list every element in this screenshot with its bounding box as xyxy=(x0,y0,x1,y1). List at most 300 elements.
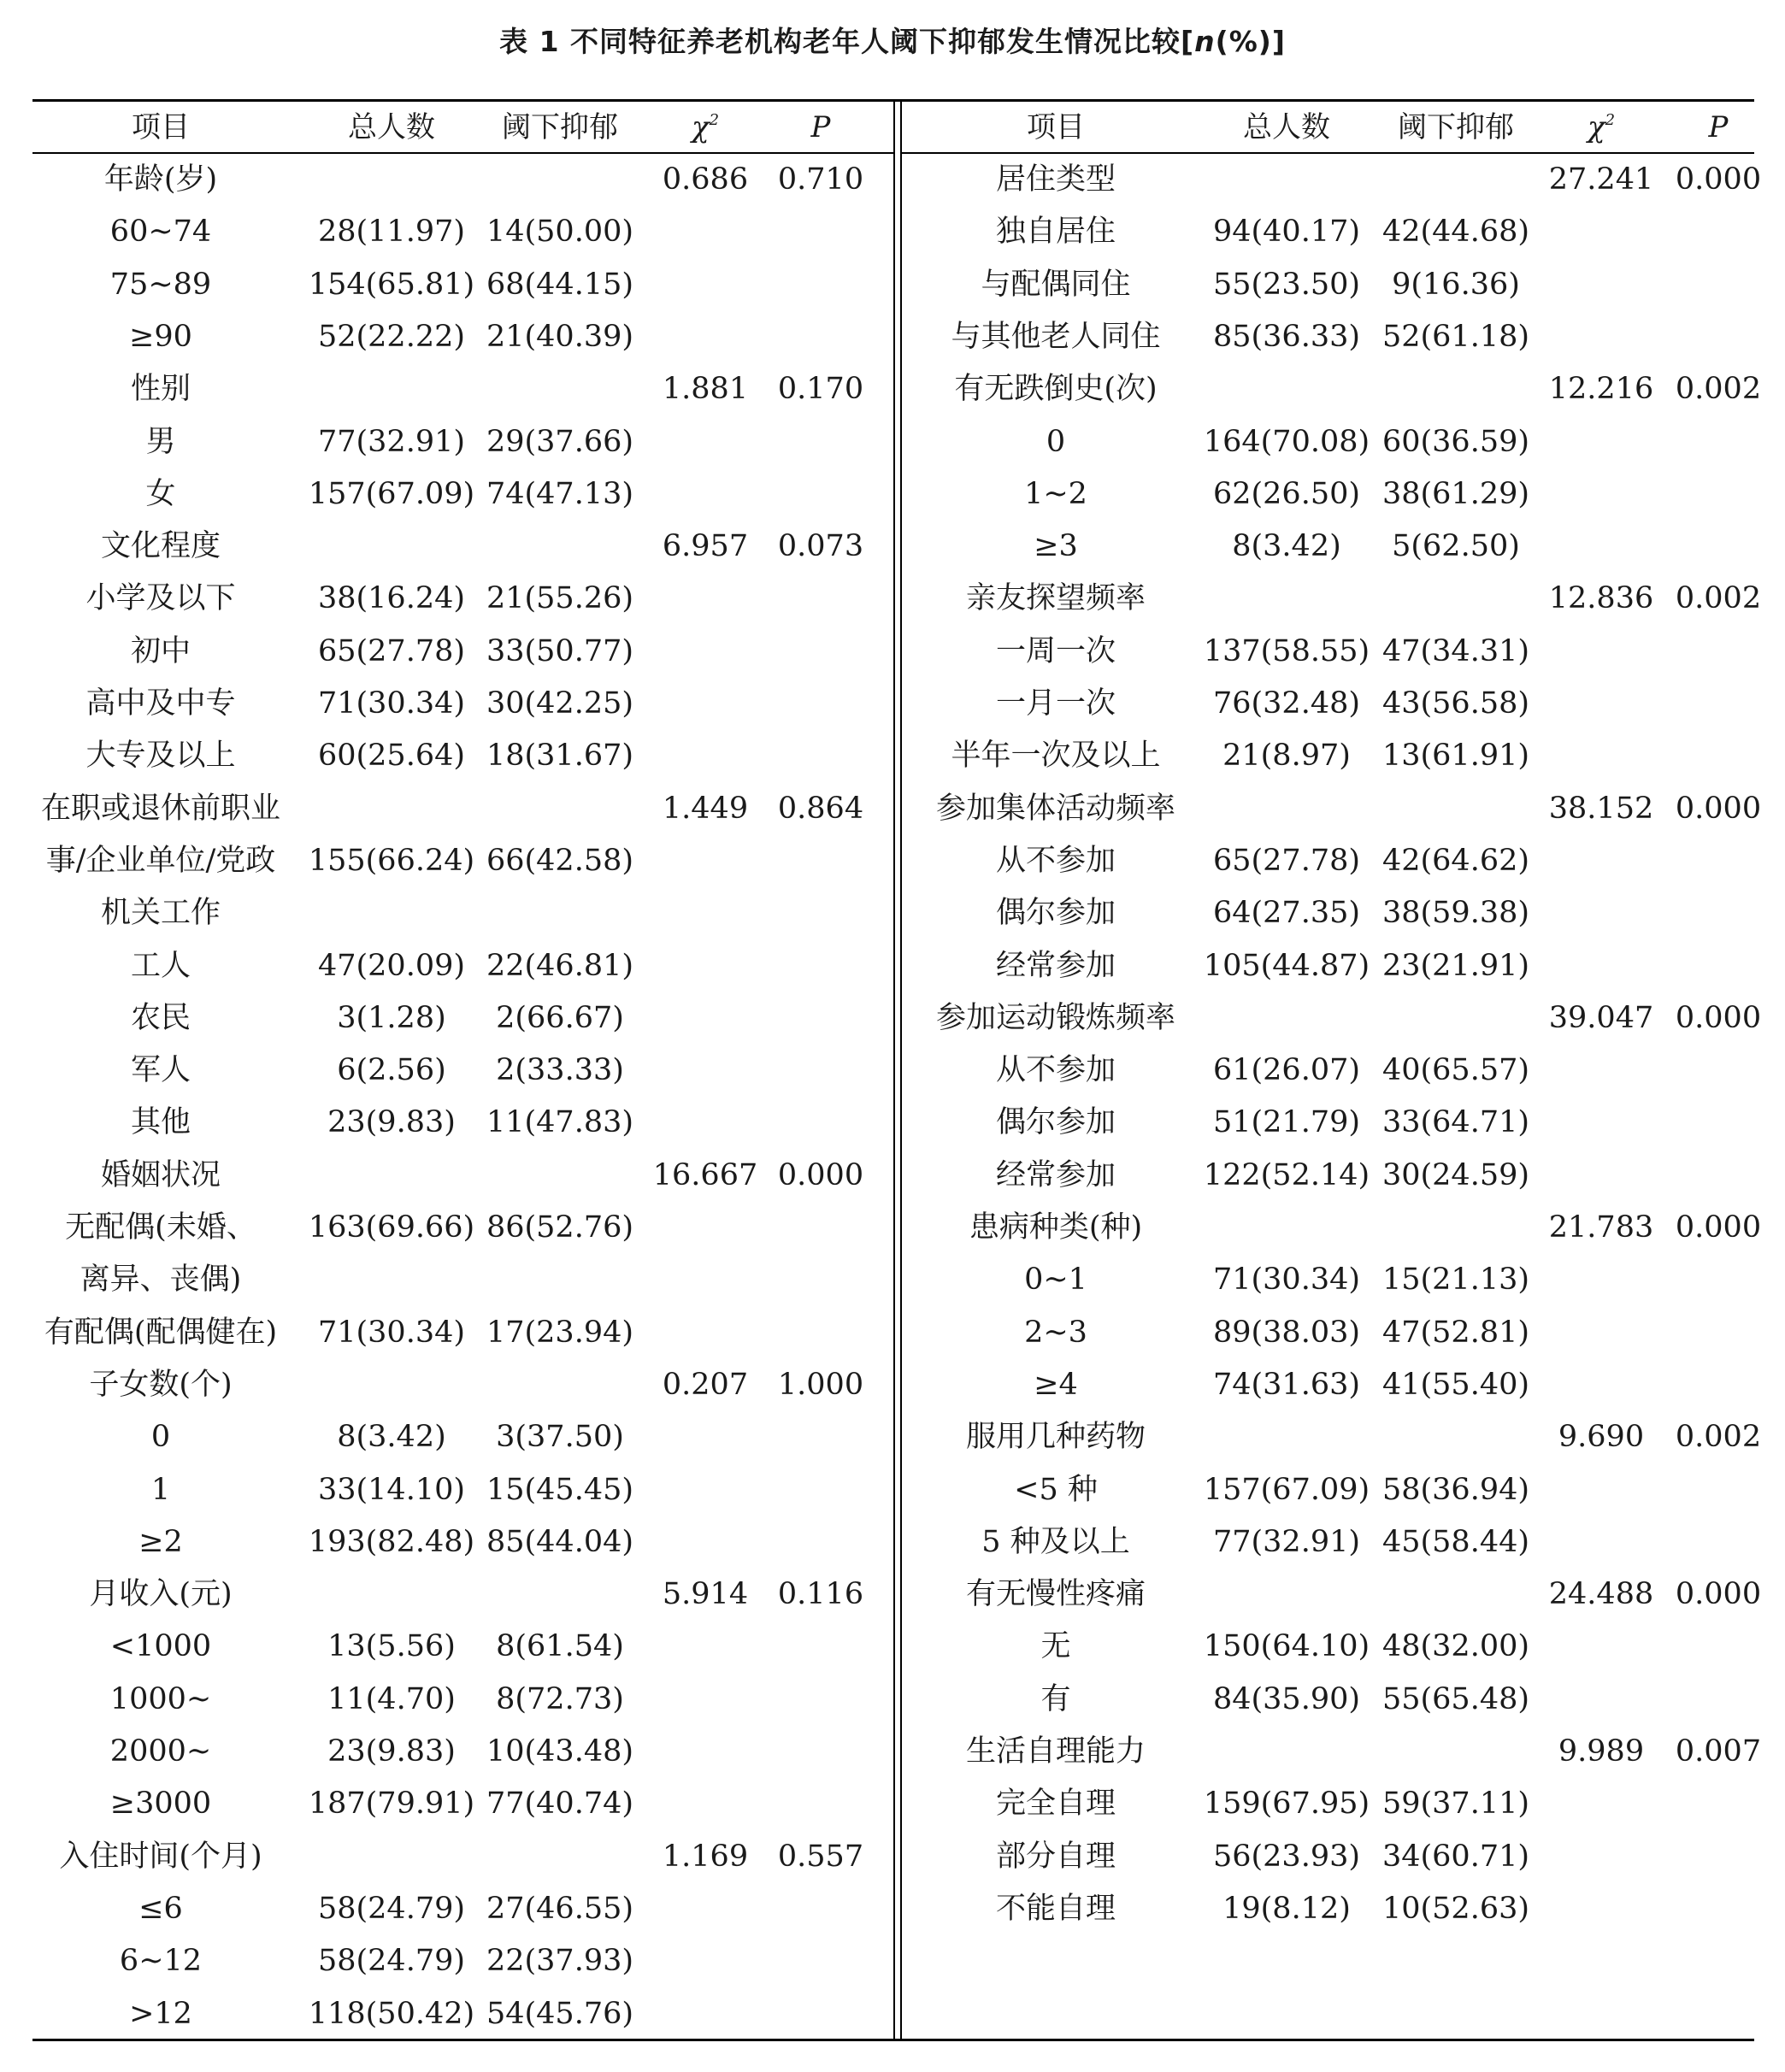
cell-chi-square xyxy=(1546,730,1657,781)
cell-subthreshold: 55(65.48) xyxy=(1381,1681,1530,1716)
cell-chi-square: 39.047 xyxy=(1548,1000,1654,1035)
table-row xyxy=(0,887,1785,939)
cell-item: 婚姻状况 xyxy=(100,1157,221,1192)
cell-item: 性别 xyxy=(130,372,191,407)
header-chi-square xyxy=(1546,102,1657,153)
table-row xyxy=(0,1307,1785,1358)
cell-chi-square xyxy=(650,1988,761,2040)
cell-item: 1~2 xyxy=(1024,476,1087,511)
cell-p-value: 0.000 xyxy=(1675,1000,1762,1035)
cell-chi-square xyxy=(1546,1464,1657,1516)
cell-item: 完全自理 xyxy=(995,1787,1116,1822)
cell-total: 150(64.10) xyxy=(1203,1629,1370,1664)
cell-chi-square xyxy=(1546,468,1657,520)
cell-total: 85(36.33) xyxy=(1212,319,1361,354)
cell-subthreshold xyxy=(1370,1569,1541,1620)
cell-total xyxy=(1201,1569,1372,1620)
table-row xyxy=(0,206,1785,257)
cell-chi-square xyxy=(1546,626,1657,677)
cell-p-value xyxy=(1663,678,1774,729)
header-row-right xyxy=(0,102,1785,153)
cell-subthreshold xyxy=(1370,783,1541,834)
cell-item: 入住时间(个月) xyxy=(59,1839,262,1874)
cell-p-value: 0.170 xyxy=(777,372,864,407)
cell-subthreshold: 10(43.48) xyxy=(486,1734,634,1769)
cell-subthreshold: 5(62.50) xyxy=(1392,529,1520,564)
cell-subthreshold: 42(64.62) xyxy=(1381,843,1530,878)
cell-total: 19(8.12) xyxy=(1222,1891,1351,1926)
cell-subthreshold: 47(52.81) xyxy=(1381,1315,1530,1350)
table-row xyxy=(0,1726,1785,1777)
cell-item: 1 xyxy=(150,1472,171,1507)
cell-p-value: 0.710 xyxy=(777,162,864,197)
cell-subthreshold xyxy=(1370,573,1541,624)
cell-item: 有配偶(配偶健在) xyxy=(44,1315,278,1350)
cell-p-value xyxy=(1663,1621,1774,1672)
cell-chi-square: 6.957 xyxy=(662,529,749,564)
cell-total: 76(32.48) xyxy=(1212,686,1361,721)
cell-total: 122(52.14) xyxy=(1203,1157,1370,1192)
cell-item: 经常参加 xyxy=(995,948,1116,983)
cell-item: 半年一次及以上 xyxy=(951,739,1161,774)
cell-item: 农民 xyxy=(130,1000,191,1035)
cell-item: ≥2 xyxy=(138,1524,183,1559)
cell-chi-square: 24.488 xyxy=(1548,1577,1654,1612)
cell-total xyxy=(1201,573,1372,624)
cell-subthreshold: 3(37.50) xyxy=(496,1420,624,1455)
cell-total: 23(9.83) xyxy=(327,1105,456,1140)
cell-item: 军人 xyxy=(130,1053,191,1088)
cell-item: 月收入(元) xyxy=(89,1577,233,1612)
cell-chi-square xyxy=(1546,1254,1657,1305)
cell-p-value xyxy=(1663,1045,1774,1096)
cell-p-value: 1.000 xyxy=(777,1367,864,1402)
cell-item: 其他 xyxy=(130,1105,191,1140)
cell-subthreshold: 18(31.67) xyxy=(486,739,634,774)
cell-chi-square: 9.690 xyxy=(1558,1420,1645,1455)
cell-total: 55(23.50) xyxy=(1212,267,1361,302)
header-chi-base: χ xyxy=(691,110,710,144)
cell-subthreshold: 47(34.31) xyxy=(1381,633,1530,668)
cell-total xyxy=(1201,1726,1372,1777)
cell-item: 子女数(个) xyxy=(89,1367,233,1402)
cell-chi-square xyxy=(1546,259,1657,310)
cell-subthreshold: 9(16.36) xyxy=(1392,267,1520,302)
cell-subthreshold: 11(47.83) xyxy=(486,1105,634,1140)
cell-item: 不能自理 xyxy=(995,1891,1116,1926)
cell-subthreshold: 54(45.76) xyxy=(486,1996,634,2031)
cell-total xyxy=(1201,154,1372,205)
cell-subthreshold: 40(65.57) xyxy=(1381,1053,1530,1088)
cell-subthreshold xyxy=(1370,363,1541,415)
cell-p-value xyxy=(1663,1883,1774,1934)
table-row xyxy=(0,1935,1785,1987)
cell-p-value xyxy=(1663,940,1774,992)
cell-p-value xyxy=(1663,311,1774,362)
cell-p-value: 0.000 xyxy=(777,1157,864,1192)
header-subthreshold: 阈下抑郁 xyxy=(1398,110,1514,144)
table-row xyxy=(0,783,1785,834)
cell-item: 0 xyxy=(150,1420,171,1455)
cell-item: 与其他老人同住 xyxy=(951,319,1161,354)
cell-chi-square: 0.207 xyxy=(662,1367,749,1402)
cell-item: 生活自理能力 xyxy=(965,1734,1146,1769)
table-row xyxy=(0,1883,1785,1934)
table-row xyxy=(0,1569,1785,1620)
cell-subthreshold: 68(44.15) xyxy=(486,267,634,302)
cell-item: 无配偶(未婚、 xyxy=(65,1210,256,1245)
cell-item: 机关工作 xyxy=(100,896,221,931)
cell-total: 157(67.09) xyxy=(1203,1472,1370,1507)
cell-item: 参加集体活动频率 xyxy=(935,791,1175,826)
table-row xyxy=(0,154,1785,205)
header-p: P xyxy=(1708,110,1729,144)
cell-item: 0~1 xyxy=(1024,1263,1087,1298)
cell-item: <5 种 xyxy=(1014,1472,1098,1507)
cell-item: 一周一次 xyxy=(995,633,1116,668)
cell-p-value xyxy=(1663,521,1774,572)
cell-p-value: 0.000 xyxy=(1675,1577,1762,1612)
cell-item: 初中 xyxy=(130,633,191,668)
cell-p-value xyxy=(1663,1778,1774,1829)
cell-total: 51(21.79) xyxy=(1212,1105,1361,1140)
cell-item: 5 种及以上 xyxy=(981,1524,1130,1559)
table-row xyxy=(0,521,1785,572)
cell-p-value: 0.007 xyxy=(1675,1734,1762,1769)
cell-p-value xyxy=(1663,1307,1774,1358)
cell-subthreshold: 10(52.63) xyxy=(1381,1891,1530,1926)
table-row xyxy=(0,1150,1785,1201)
cell-p-value xyxy=(1663,1831,1774,1882)
cell-item: 从不参加 xyxy=(995,843,1116,878)
cell-total: 105(44.87) xyxy=(1203,948,1370,983)
cell-total: 71(30.34) xyxy=(1212,1263,1361,1298)
cell-p-value: 0.002 xyxy=(1675,1420,1762,1455)
cell-total: 118(50.42) xyxy=(308,1996,475,2031)
cell-subthreshold: 21(40.39) xyxy=(486,319,634,354)
cell-item: 独自居住 xyxy=(995,215,1116,250)
cell-chi-square xyxy=(1546,835,1657,886)
cell-subthreshold: 8(72.73) xyxy=(496,1681,624,1716)
cell-total: 52(22.22) xyxy=(317,319,466,354)
cell-chi-square xyxy=(1546,1831,1657,1882)
cell-chi-square: 0.686 xyxy=(662,162,749,197)
cell-chi-square xyxy=(1546,206,1657,257)
cell-chi-square: 1.449 xyxy=(662,791,749,826)
cell-item: ≥4 xyxy=(1034,1367,1078,1402)
cell-item: 有无慢性疼痛 xyxy=(965,1577,1146,1612)
cell-item: 参加运动锻炼频率 xyxy=(935,1000,1175,1035)
table-row xyxy=(0,626,1785,677)
cell-total: 62(26.50) xyxy=(1212,476,1361,511)
table-row xyxy=(0,1778,1785,1829)
cell-chi-square: 12.216 xyxy=(1548,372,1654,407)
table-row xyxy=(0,730,1785,781)
cell-chi-square xyxy=(1546,940,1657,992)
cell-p-value xyxy=(1663,206,1774,257)
cell-item: 从不参加 xyxy=(995,1053,1116,1088)
cell-item: 男 xyxy=(145,424,176,459)
cell-total: 8(3.42) xyxy=(337,1420,446,1455)
table-row xyxy=(0,468,1785,520)
header-item: 项目 xyxy=(132,110,190,144)
cell-item: 偶尔参加 xyxy=(995,1105,1116,1140)
cell-subthreshold: 52(61.18) xyxy=(1381,319,1530,354)
cell-p-value: 0.557 xyxy=(777,1839,864,1874)
cell-total: 60(25.64) xyxy=(317,739,466,774)
cell-subthreshold: 15(45.45) xyxy=(486,1472,634,1507)
cell-chi-square xyxy=(1546,1150,1657,1201)
cell-total: 154(65.81) xyxy=(308,267,475,302)
cell-subthreshold: 34(60.71) xyxy=(1381,1839,1530,1874)
table-row xyxy=(0,1516,1785,1568)
cell-p-value xyxy=(1663,1097,1774,1148)
cell-subthreshold: 45(58.44) xyxy=(1381,1524,1530,1559)
cell-total: 77(32.91) xyxy=(317,424,466,459)
cell-item: <1000 xyxy=(109,1629,212,1664)
cell-subthreshold: 2(33.33) xyxy=(496,1053,624,1088)
cell-chi-square xyxy=(1546,678,1657,729)
cell-subthreshold: 30(24.59) xyxy=(1381,1157,1530,1192)
cell-total: 71(30.34) xyxy=(317,686,466,721)
cell-item: 居住类型 xyxy=(995,162,1116,197)
table-row xyxy=(0,1045,1785,1096)
table-row xyxy=(0,1359,1785,1410)
table-row xyxy=(0,1464,1785,1516)
cell-subthreshold xyxy=(1370,992,1541,1044)
cell-subthreshold: 33(50.77) xyxy=(486,633,634,668)
cell-item: 大专及以上 xyxy=(85,739,236,774)
cell-item: 小学及以下 xyxy=(85,581,236,616)
table-row xyxy=(0,1831,1785,1882)
cell-subthreshold xyxy=(1370,1411,1541,1463)
cell-p-value: 0.000 xyxy=(1675,162,1762,197)
cell-item: 患病种类(种) xyxy=(969,1210,1143,1245)
cell-subthreshold: 48(32.00) xyxy=(1381,1629,1530,1664)
table-row xyxy=(0,1202,1785,1253)
cell-item: 无 xyxy=(1040,1629,1071,1664)
cell-total: 89(38.03) xyxy=(1212,1315,1361,1350)
cell-subthreshold: 23(21.91) xyxy=(1381,948,1530,983)
cell-p-value: 0.000 xyxy=(1675,791,1762,826)
cell-chi-square xyxy=(1546,521,1657,572)
cell-total: 33(14.10) xyxy=(317,1472,466,1507)
cell-item: 工人 xyxy=(130,948,191,983)
cell-p-value xyxy=(1663,416,1774,468)
cell-subthreshold: 42(44.68) xyxy=(1381,215,1530,250)
cell-chi-square xyxy=(1546,1674,1657,1725)
cell-p-value xyxy=(1663,1254,1774,1305)
table-caption xyxy=(0,21,1785,63)
cell-item: ≤6 xyxy=(138,1891,183,1926)
cell-p-value: 0.000 xyxy=(1675,1210,1762,1245)
table-row xyxy=(0,1988,1785,2040)
cell-total: 157(67.09) xyxy=(308,476,475,511)
cell-subthreshold: 85(44.04) xyxy=(486,1524,634,1559)
cell-total: 56(23.93) xyxy=(1212,1839,1361,1874)
cell-subthreshold: 43(56.58) xyxy=(1381,686,1530,721)
caption-n: n xyxy=(1194,25,1216,58)
cell-total: 187(79.91) xyxy=(308,1787,475,1822)
cell-subthreshold: 2(66.67) xyxy=(496,1000,624,1035)
cell-p-value xyxy=(1663,1150,1774,1201)
cell-total: 6(2.56) xyxy=(337,1053,446,1088)
header-total: 总人数 xyxy=(1243,110,1330,144)
cell-total: 28(11.97) xyxy=(317,215,466,250)
header-total: 总人数 xyxy=(348,110,435,144)
cell-p-value xyxy=(1663,259,1774,310)
cell-chi-square xyxy=(1546,416,1657,468)
cell-chi-square xyxy=(1546,1045,1657,1096)
cell-chi-square: 12.836 xyxy=(1548,581,1654,616)
cell-item: 年龄(岁) xyxy=(103,162,218,197)
table-row xyxy=(0,416,1785,468)
cell-p-value xyxy=(1663,887,1774,939)
cell-item: 服用几种药物 xyxy=(965,1420,1146,1455)
cell-chi-square xyxy=(650,1935,761,1987)
cell-total: 74(31.63) xyxy=(1212,1367,1361,1402)
header-chi-base: χ xyxy=(1587,110,1605,144)
cell-chi-square xyxy=(1546,1621,1657,1672)
table-row xyxy=(0,1254,1785,1305)
cell-total: 193(82.48) xyxy=(308,1524,475,1559)
header-p: P xyxy=(810,110,831,144)
cell-subthreshold: 77(40.74) xyxy=(486,1787,634,1822)
cell-chi-square xyxy=(1546,311,1657,362)
cell-p-value: 0.116 xyxy=(777,1577,864,1612)
table-row xyxy=(0,992,1785,1044)
cell-total: 58(24.79) xyxy=(317,1891,466,1926)
cell-chi-square xyxy=(1546,1307,1657,1358)
cell-subthreshold: 22(37.93) xyxy=(486,1944,634,1979)
header-chi-sup: 2 xyxy=(1605,111,1616,129)
cell-item: 有 xyxy=(1040,1681,1071,1716)
cell-chi-square: 1.169 xyxy=(662,1839,749,1874)
cell-item: 离异、丧偶) xyxy=(80,1263,242,1298)
cell-total: 11(4.70) xyxy=(327,1681,456,1716)
cell-subthreshold xyxy=(1370,1202,1541,1253)
cell-item: 女 xyxy=(145,476,176,511)
cell-p-value xyxy=(1663,626,1774,677)
cell-total: 61(26.07) xyxy=(1212,1053,1361,1088)
cell-p-value: 0.073 xyxy=(777,529,864,564)
cell-total: 159(67.95) xyxy=(1203,1787,1370,1822)
table-row xyxy=(0,1674,1785,1725)
cell-total: 65(27.78) xyxy=(1212,843,1361,878)
cell-chi-square xyxy=(1546,1097,1657,1148)
cell-subthreshold: 27(46.55) xyxy=(486,1891,634,1926)
cell-chi-square: 1.881 xyxy=(662,372,749,407)
cell-subthreshold: 21(55.26) xyxy=(486,581,634,616)
cell-item: 偶尔参加 xyxy=(995,896,1116,931)
cell-chi-square: 16.667 xyxy=(652,1157,758,1192)
cell-item: 与配偶同住 xyxy=(981,267,1131,302)
cell-total: 155(66.24) xyxy=(308,843,475,878)
cell-item: 高中及中专 xyxy=(85,686,236,721)
cell-total: 3(1.28) xyxy=(337,1000,446,1035)
cell-total: 71(30.34) xyxy=(317,1315,466,1350)
cell-total: 77(32.91) xyxy=(1212,1524,1361,1559)
cell-chi-square: 5.914 xyxy=(662,1577,749,1612)
cell-item: 有无跌倒史(次) xyxy=(954,372,1158,407)
cell-p-value xyxy=(1663,1516,1774,1568)
header-item: 项目 xyxy=(1027,110,1085,144)
cell-total: 65(27.78) xyxy=(317,633,466,668)
cell-total: 94(40.17) xyxy=(1212,215,1361,250)
caption-prefix: 表 1 不同特征养老机构老年人阈下抑郁发生情况比较[ xyxy=(499,25,1195,58)
cell-chi-square xyxy=(1546,1883,1657,1934)
table-row xyxy=(0,259,1785,310)
cell-item: 2~3 xyxy=(1024,1315,1087,1350)
cell-subthreshold: 14(50.00) xyxy=(486,215,634,250)
cell-p-value: 0.002 xyxy=(1675,581,1762,616)
cell-total: 84(35.90) xyxy=(1212,1681,1361,1716)
cell-item: 亲友探望频率 xyxy=(965,581,1146,616)
cell-total: 163(69.66) xyxy=(308,1210,475,1245)
cell-total xyxy=(1201,363,1372,415)
cell-p-value xyxy=(1663,1359,1774,1410)
cell-p-value xyxy=(1663,1464,1774,1516)
cell-p-value xyxy=(765,1935,876,1987)
cell-total: 137(58.55) xyxy=(1203,633,1370,668)
cell-item: ≥3 xyxy=(1034,529,1078,564)
cell-item: ≥90 xyxy=(129,319,192,354)
cell-total: 38(16.24) xyxy=(317,581,466,616)
cell-subthreshold: 22(46.81) xyxy=(486,948,634,983)
cell-subthreshold: 13(61.91) xyxy=(1381,739,1530,774)
cell-subthreshold: 60(36.59) xyxy=(1381,424,1530,459)
table-row xyxy=(0,1097,1785,1148)
cell-p-value xyxy=(765,1988,876,2040)
cell-item: 2000~ xyxy=(109,1734,212,1769)
cell-chi-square xyxy=(1546,1359,1657,1410)
cell-p-value xyxy=(1663,468,1774,520)
cell-total xyxy=(1201,783,1372,834)
cell-total xyxy=(1201,1202,1372,1253)
cell-total: 164(70.08) xyxy=(1203,424,1370,459)
cell-subthreshold: 33(64.71) xyxy=(1381,1105,1530,1140)
table-row xyxy=(0,835,1785,886)
cell-p-value xyxy=(1663,835,1774,886)
cell-item: 0 xyxy=(1046,424,1066,459)
cell-subthreshold: 41(55.40) xyxy=(1381,1367,1530,1402)
cell-chi-square xyxy=(1546,887,1657,939)
cell-item: 事/企业单位/党政 xyxy=(45,843,276,878)
cell-total: 58(24.79) xyxy=(317,1944,466,1979)
cell-subthreshold: 30(42.25) xyxy=(486,686,634,721)
table-row xyxy=(0,363,1785,415)
cell-chi-square: 38.152 xyxy=(1548,791,1654,826)
table-row xyxy=(0,678,1785,729)
cell-item: 60~74 xyxy=(109,215,212,250)
cell-item: 文化程度 xyxy=(100,529,221,564)
cell-item: 6~12 xyxy=(119,1944,203,1979)
cell-p-value: 0.002 xyxy=(1675,372,1762,407)
table-row xyxy=(0,1411,1785,1463)
cell-item: 在职或退休前职业 xyxy=(40,791,280,826)
cell-p-value xyxy=(1663,730,1774,781)
cell-subthreshold: 15(21.13) xyxy=(1381,1263,1530,1298)
cell-total: 13(5.56) xyxy=(327,1629,456,1664)
cell-subthreshold: 58(36.94) xyxy=(1381,1472,1530,1507)
header-subthreshold: 阈下抑郁 xyxy=(502,110,618,144)
cell-total: 47(20.09) xyxy=(317,948,466,983)
cell-subthreshold: 74(47.13) xyxy=(486,476,634,511)
cell-subthreshold: 59(37.11) xyxy=(1381,1787,1530,1822)
table-row xyxy=(0,311,1785,362)
cell-item: 1000~ xyxy=(109,1681,212,1716)
cell-total xyxy=(1201,1411,1372,1463)
